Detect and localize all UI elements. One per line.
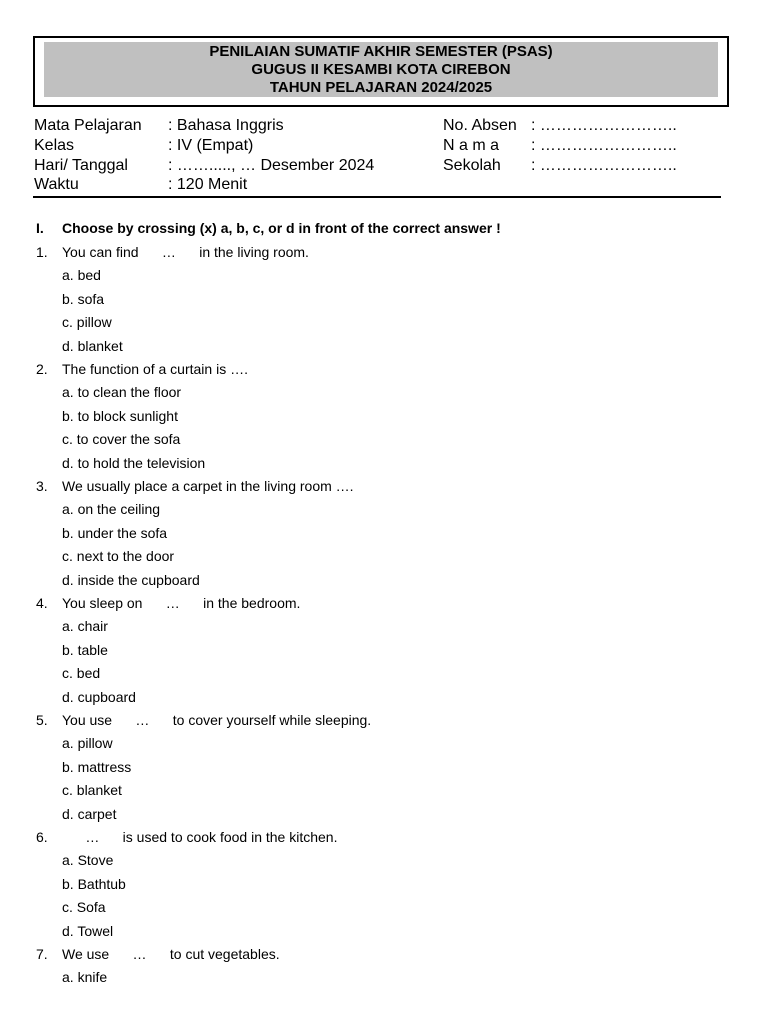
- answer-option[interactable]: a. pillow: [62, 735, 113, 751]
- school-field: : ……………………..: [531, 157, 677, 174]
- answer-option[interactable]: a. on the ceiling: [62, 501, 161, 517]
- answer-option[interactable]: a. chair: [62, 618, 108, 634]
- exam-title: PENILAIAN SUMATIF AKHIR SEMESTER (PSAS): [209, 43, 553, 60]
- exam-header-box: [33, 36, 729, 107]
- class-label: Kelas: [34, 137, 75, 154]
- exam-header-shade: [44, 42, 718, 97]
- answer-option[interactable]: c. to cover the sofa: [62, 431, 181, 447]
- question-number: 5.: [36, 712, 48, 728]
- answer-option[interactable]: b. Bathtub: [62, 876, 126, 892]
- question-number: 1.: [36, 244, 48, 260]
- answer-option[interactable]: d. carpet: [62, 806, 117, 822]
- absen-label: No. Absen: [443, 117, 517, 134]
- answer-option[interactable]: d. cupboard: [62, 689, 136, 705]
- subject-value: : Bahasa Inggris: [168, 117, 284, 134]
- answer-option[interactable]: b. sofa: [62, 291, 105, 307]
- answer-option[interactable]: b. table: [62, 642, 108, 658]
- answer-option[interactable]: b. to block sunlight: [62, 408, 178, 424]
- question-number: 7.: [36, 946, 48, 962]
- absen-field: : ……………………..: [531, 117, 677, 134]
- answer-option[interactable]: c. pillow: [62, 314, 112, 330]
- subject-label: Mata Pelajaran: [34, 117, 142, 134]
- name-field: : ……………………..: [531, 137, 677, 154]
- answer-option[interactable]: c. bed: [62, 665, 101, 681]
- time-value: : 120 Menit: [168, 176, 248, 193]
- answer-option[interactable]: c. blanket: [62, 782, 122, 798]
- answer-option[interactable]: b. mattress: [62, 759, 132, 775]
- question-text: You use … to cover yourself while sleeping.: [62, 712, 372, 728]
- question-number: 6.: [36, 829, 48, 845]
- time-label: Waktu: [34, 176, 79, 193]
- answer-option[interactable]: a. knife: [62, 969, 108, 985]
- class-value: : IV (Empat): [168, 137, 254, 154]
- answer-option[interactable]: d. inside the cupboard: [62, 572, 200, 588]
- question-text: We usually place a carpet in the living room ….: [62, 478, 354, 494]
- answer-option[interactable]: a. bed: [62, 267, 101, 283]
- answer-option[interactable]: a. to clean the floor: [62, 384, 182, 400]
- date-value: : ……....., … Desember 2024: [168, 157, 375, 174]
- exam-year: TAHUN PELAJARAN 2024/2025: [269, 79, 493, 96]
- answer-option[interactable]: d. to hold the television: [62, 455, 206, 471]
- answer-option[interactable]: d. blanket: [62, 338, 123, 354]
- header-divider: [33, 196, 721, 198]
- section-number: I.: [36, 220, 44, 236]
- question-number: 3.: [36, 478, 48, 494]
- date-label: Hari/ Tanggal: [34, 157, 128, 174]
- question-text: You sleep on … in the bedroom.: [62, 595, 301, 611]
- question-text: You can find … in the living room.: [62, 244, 309, 260]
- question-number: 4.: [36, 595, 48, 611]
- question-number: 2.: [36, 361, 48, 377]
- school-label: Sekolah: [443, 157, 501, 174]
- answer-option[interactable]: c. next to the door: [62, 548, 175, 564]
- section-instruction: Choose by crossing (x) a, b, c, or d in front of the correct answer !: [62, 220, 501, 236]
- answer-option[interactable]: b. under the sofa: [62, 525, 168, 541]
- question-text: … is used to cook food in the kitchen.: [62, 829, 338, 845]
- question-text: The function of a curtain is ….: [62, 361, 248, 377]
- exam-cluster: GUGUS II KESAMBI KOTA CIREBON: [251, 61, 511, 78]
- answer-option[interactable]: c. Sofa: [62, 899, 106, 915]
- answer-option[interactable]: a. Stove: [62, 852, 114, 868]
- question-text: We use … to cut vegetables.: [62, 946, 280, 962]
- answer-option[interactable]: d. Towel: [62, 923, 114, 939]
- name-label: N a m a: [443, 137, 500, 154]
